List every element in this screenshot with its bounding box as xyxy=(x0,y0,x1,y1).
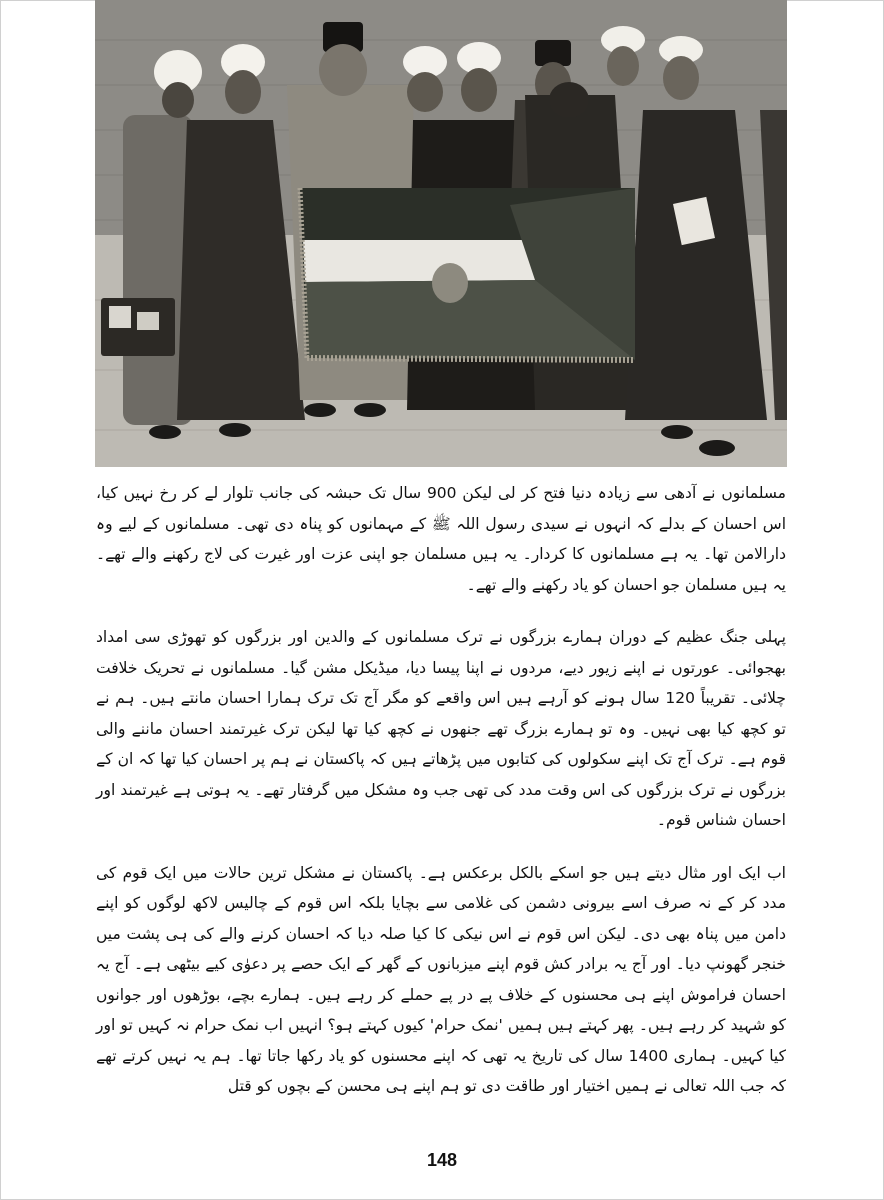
paragraph-3: اب ایک اور مثال دیتے ہیں جو اسکے بالکل برعکس ہے۔ پاکستان نے مشکل ترین حالات میں ایک قوم کی مدد کر کے نہ صرف اسے بیرونی دشمن کی غلامی سے بچایا بلکہ اس قوم کے چالیس لاکھ لوگوں کو اپنے دامن میں پناہ بھی دی۔ لیکن اس قوم نے اس نیکی کا کیا صلہ دیا کہ احسان کرنے والے کی ہی پشت میں خنجر گھونپ دیا۔ اور آج یہ برادر کش قوم اپنے میزبانوں کے گھر کے ایک حصے پر دعوٰی کیے بیٹھی ہے۔ آج یہ احسان فراموش اپنے ہی محسنوں کے خلاف پے در پے حملے کر رہے ہیں۔ ہمارے بچے، بوڑھوں اور جوانوں کو شہید کر رہے ہیں۔ پھر کہتے ہیں ہمیں 'نمک حرام' کیوں کہتے ہو؟ انہیں اب نمک حرام نہ کہیں تو اور کیا کہیں۔ ہماری 1400 سال کی تاریخ یہ تھی کہ اپنے محسنوں کو یاد رکھا جاتا تھا۔ ہم یہ نہیں کرتے تھے کہ جب اللہ تعالی نے ہمیں اختیار اور طاقت دی تو ہم اپنے ہی محسن کے بچوں کو قتل xyxy=(96,863,786,1095)
article-body xyxy=(96,478,786,1124)
page-number: 148 xyxy=(426,1150,458,1170)
group-with-flag-icon xyxy=(95,0,787,467)
historical-photo xyxy=(95,0,787,467)
paragraph-2: پہلی جنگ عظیم کے دوران ہمارے بزرگوں نے ترک مسلمانوں کے والدین اور بزرگوں کو تھوڑی سی امداد بھجوائی۔ عورتوں نے اپنے زیور دیے، مردوں نے اپنا پیسا دیا، میڈیکل مشن گیا۔ مسلمانوں نے تحریک خلافت چلائی۔ تقریباً 120 سال ہونے کو آرہے ہیں اس واقعے کو مگر آج تک ترک ہمارا احسان مانتے ہیں۔ ہم نے تو کچھ کیا بھی نہیں۔ وہ تو ہمارے بزرگ تھے جنھوں نے کچھ کیا تھا لیکن ترک غیرتمند احسان ماننے والی قوم ہے۔ ترک آج تک اپنے سکولوں کی کتابوں میں پڑھاتے ہیں کہ پاکستان نے ہم پر احسان کیا تھا کہ ان کے بزرگوں نے ترک بزرگوں کی اس وقت مدد کی تھی جب وہ مشکل میں گرفتار تھے۔ یہ ہوتی ہے غیرتمند اور احسان شناس قوم۔ xyxy=(96,628,787,829)
paragraph-1: مسلمانوں نے آدھی سے زیادہ دنیا فتح کر لی لیکن 900 سال تک حبشہ کی جانب تلوار لے کر رخ نہیں کیا، اس احسان کے بدلے کہ انہوں نے سیدی رسول اللہ ﷺ کے مہمانوں کو پناہ دی تھی۔ مسلمانوں کے لیے وہ دارالامن تھا۔ یہ ہے مسلمانوں کا کردار۔ یہ ہیں مسلمان جو اپنی عزت اور غیرت کی لاج رکھنے والے تھے۔ یہ ہیں مسلمان جو احسان کو یاد رکھنے والے تھے۔ xyxy=(96,484,786,594)
